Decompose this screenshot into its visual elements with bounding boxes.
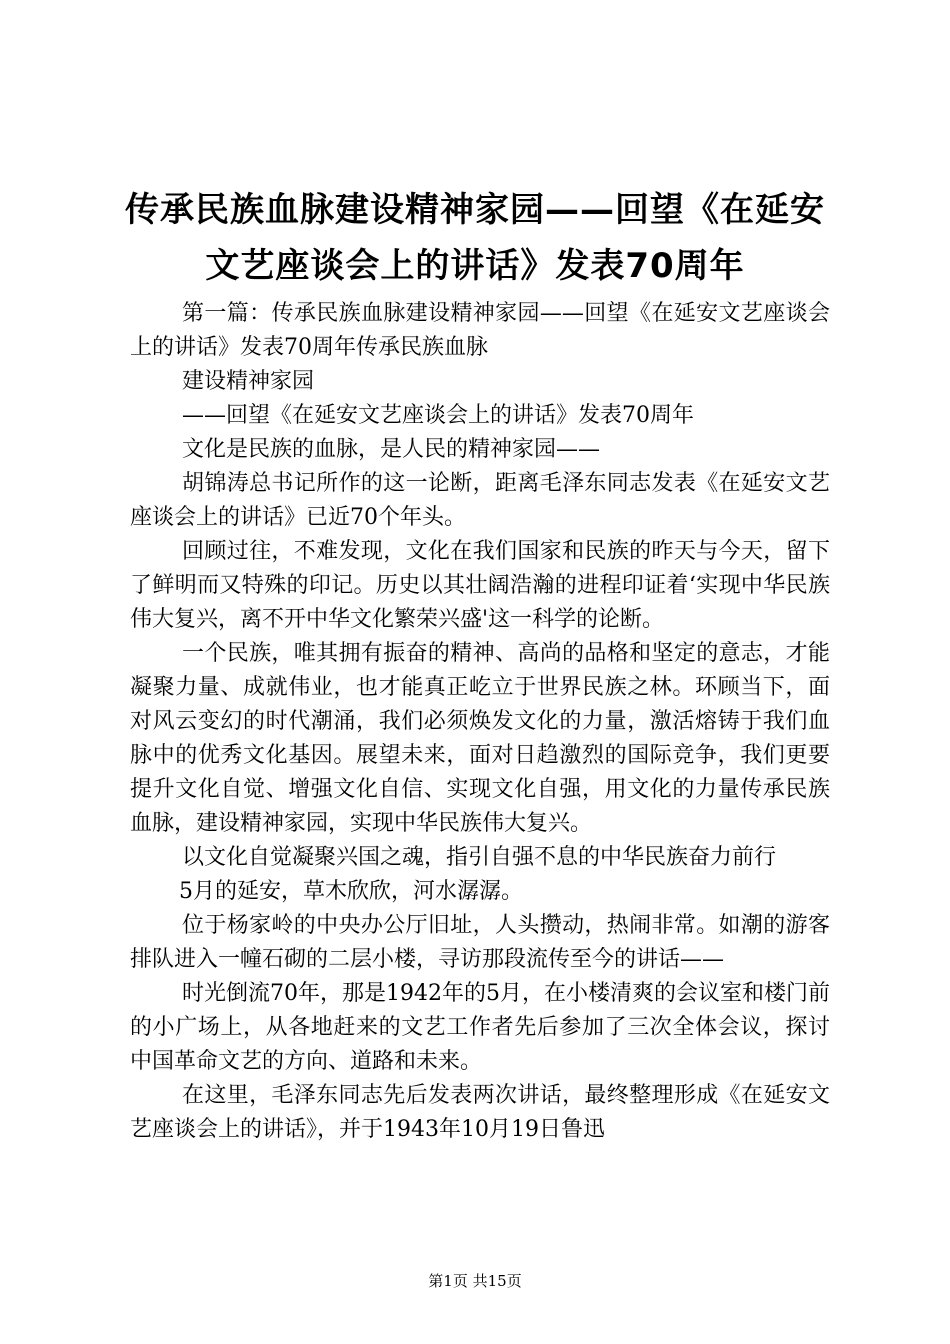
paragraph: 胡锦涛总书记所作的这一论断，距离毛泽东同志发表《在延安文艺座谈会上的讲话》已近70个年头。 [130, 471, 830, 530]
paragraph: 回顾过往，不难发现，文化在我们国家和民族的昨天与今天，留下了鲜明而又特殊的印记。历史以其壮阔浩瀚的进程印证着‘实现中华民族伟大复兴，离不开中华文化繁荣兴盛'这一科学的论断。 [130, 539, 830, 632]
paragraph: 第一篇：传承民族血脉建设精神家园——回望《在延安文艺座谈会上的讲话》发表70周年传承民族血脉 [130, 301, 830, 360]
paragraph: 建设精神家园 [182, 369, 315, 394]
paragraph: 5月的延安，草木欣欣，河水潺潺。 [179, 879, 523, 904]
document-body [130, 297, 830, 1147]
page-number-footer: 第1页 共15页 [428, 1272, 522, 1290]
paragraph: 在这里，毛泽东同志先后发表两次讲话，最终整理形成《在延安文艺座谈会上的讲话》，并于1943年10月19日鲁迅 [130, 1083, 830, 1142]
document-title-line-2: 文艺座谈会上的讲话》发表70周年 [205, 246, 745, 286]
document-title-line-1: 传承民族血脉建设精神家园——回望《在延安 [125, 190, 825, 230]
paragraph: ——回望《在延安文艺座谈会上的讲话》发表70周年 [182, 403, 694, 428]
paragraph: 一个民族，唯其拥有振奋的精神、高尚的品格和坚定的意志，才能凝聚力量、成就伟业，也才能真正屹立于世界民族之林。环顾当下，面对风云变幻的时代潮涌，我们必须焕发文化的力量，激活熔铸于我们血脉中的优秀文化基因。展望未来，面对日趋激烈的国际竞争，我们更要提升文化自觉、增强文化自信、实现文化自强，用文化的力量传承民族血脉，建设精神家园，实现中华民族伟大复兴。 [130, 641, 830, 836]
paragraph: 以文化自觉凝聚兴国之魂，指引自强不息的中华民族奋力前行 [182, 845, 777, 870]
paragraph: 文化是民族的血脉，是人民的精神家园—— [182, 437, 601, 462]
paragraph: 时光倒流70年，那是1942年的5月，在小楼清爽的会议室和楼门前的小广场上，从各地赶来的文艺工作者先后参加了三次全体会议，探讨中国革命文艺的方向、道路和未来。 [130, 981, 830, 1074]
paragraph: 位于杨家岭的中央办公厅旧址，人头攒动，热闹非常。如潮的游客排队进入一幢石砌的二层小楼，寻访那段流传至今的讲话—— [130, 913, 830, 972]
